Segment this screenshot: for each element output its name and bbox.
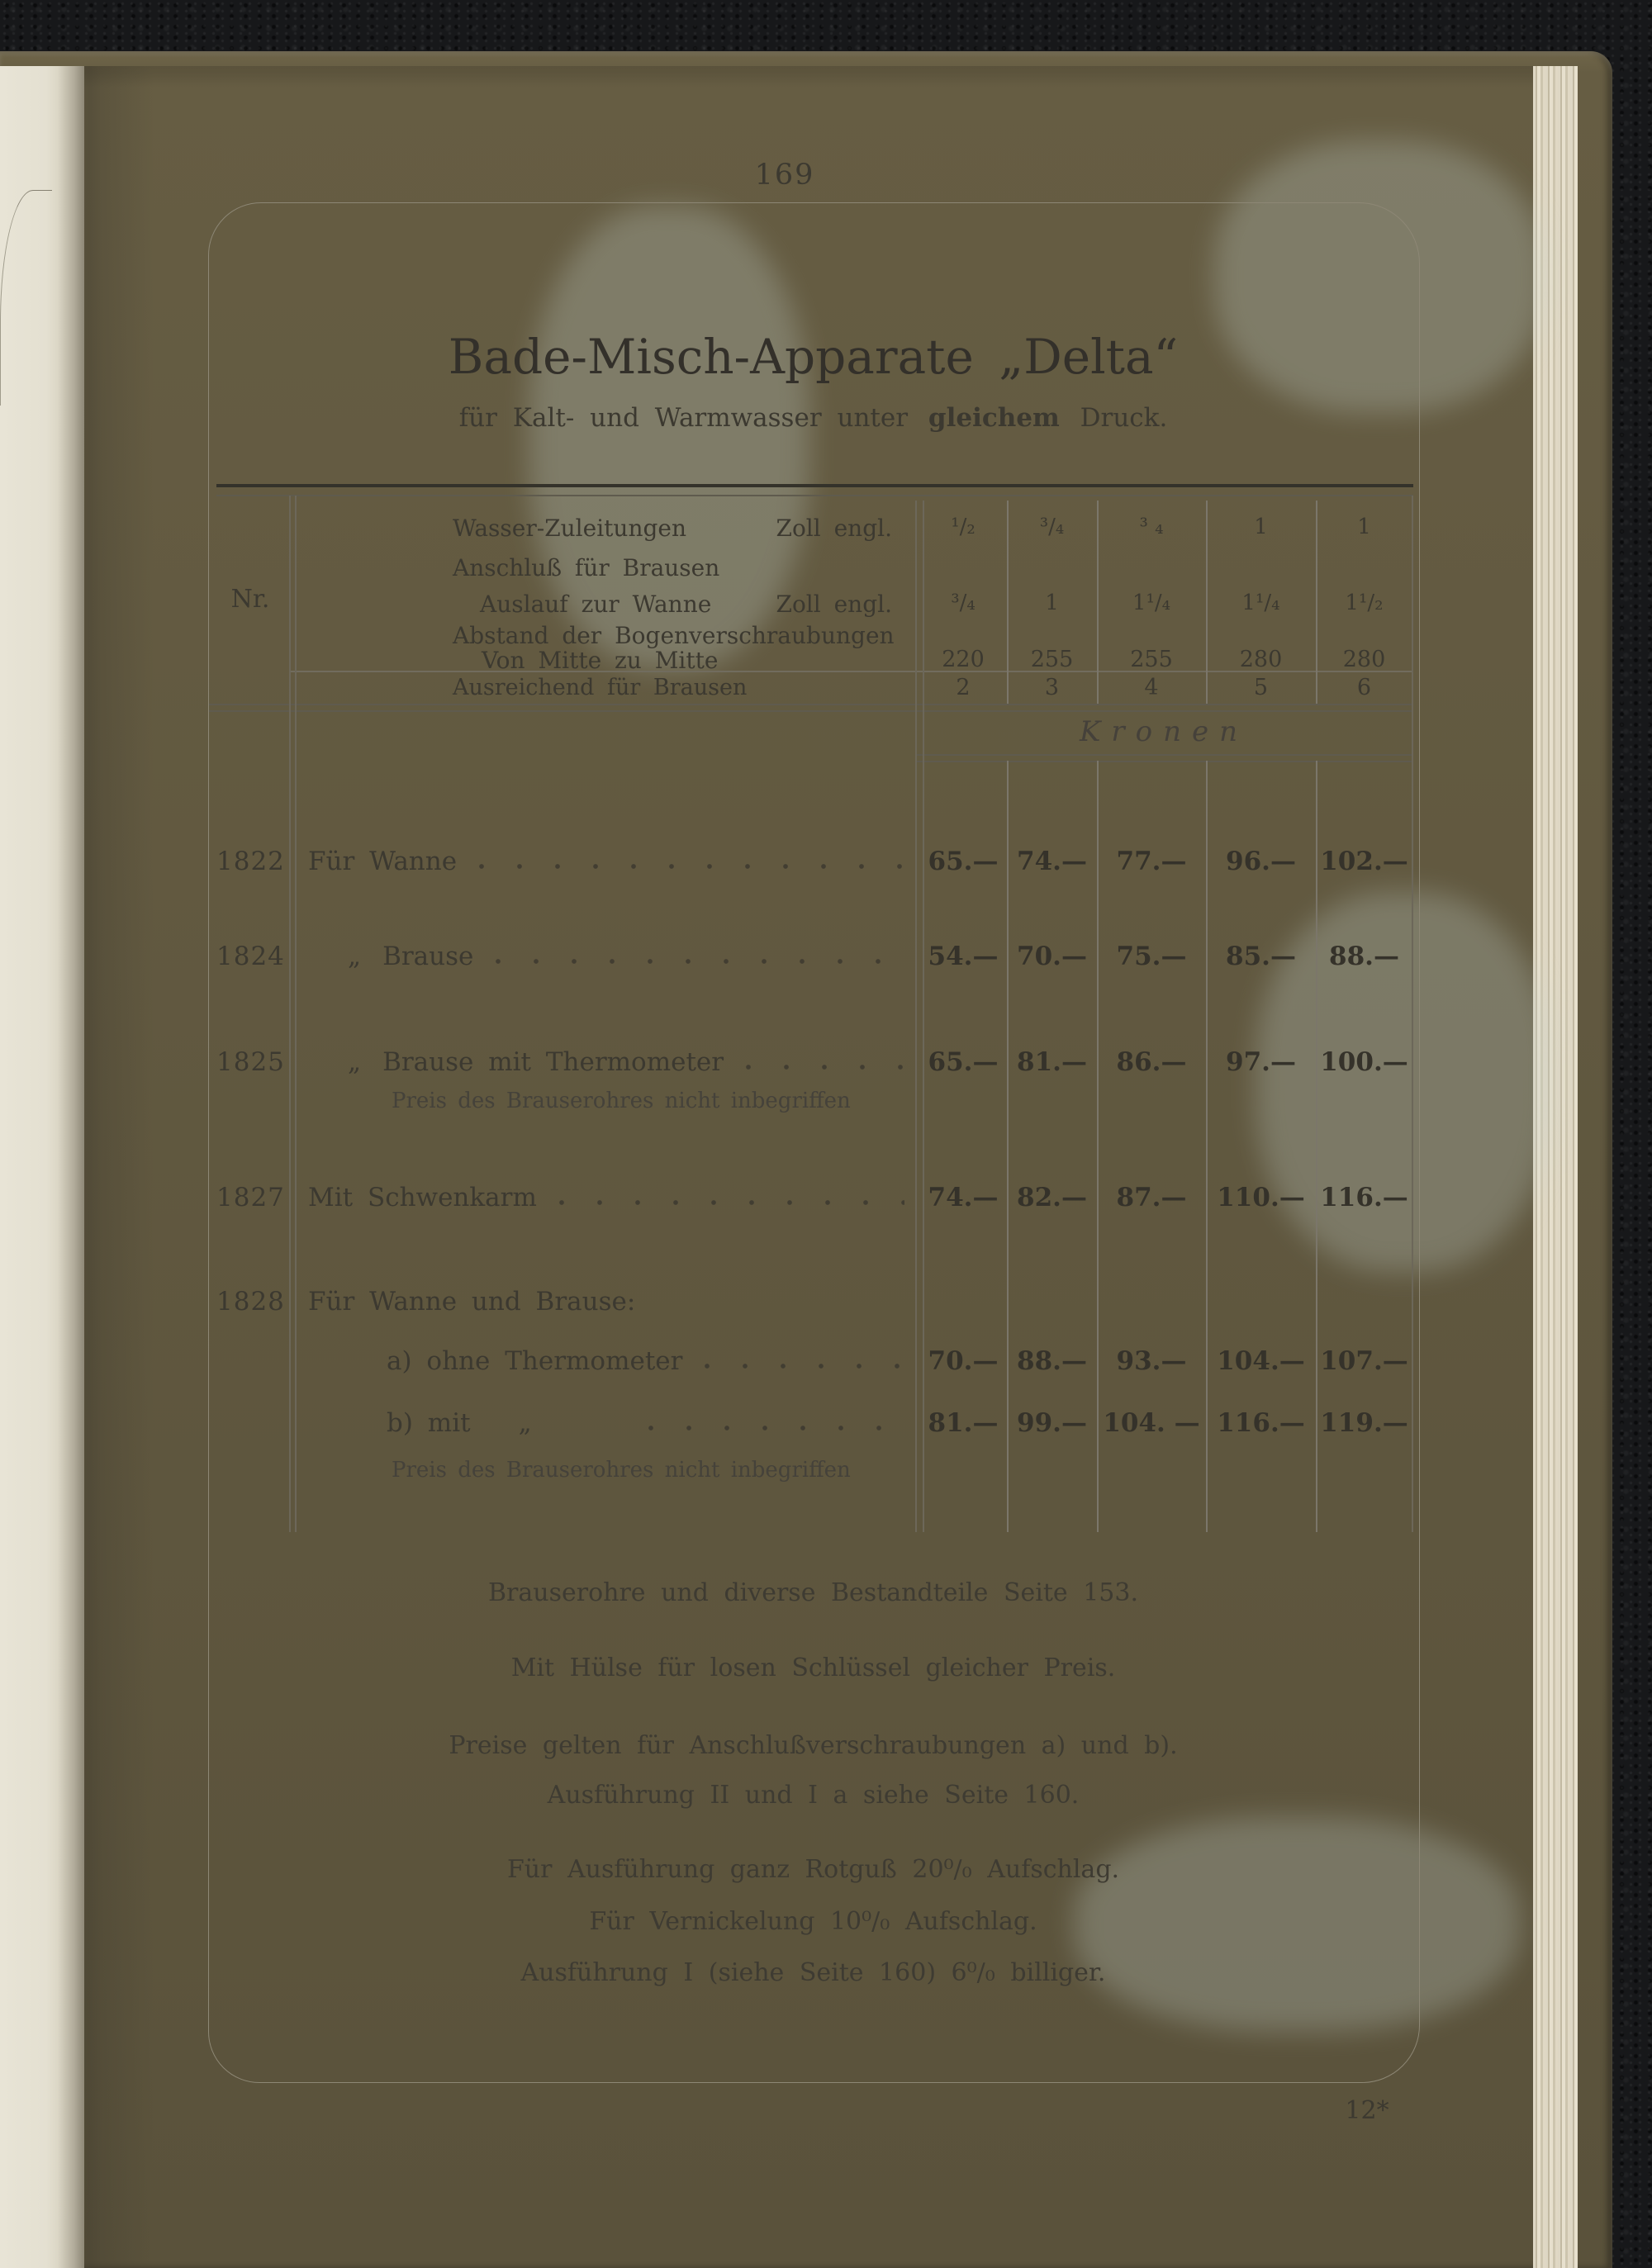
- capacity-value: 2: [956, 675, 971, 700]
- price-cell: 104.—: [1217, 1346, 1305, 1376]
- article-number: 1825: [216, 1047, 285, 1077]
- table-rule-top-thick: [216, 484, 1413, 487]
- description-text: a) ohne Thermometer: [387, 1346, 683, 1376]
- price-cell: 88.—: [1329, 942, 1399, 971]
- capacity-value: 3: [1044, 675, 1060, 700]
- catalog-title: Bade-Misch-Apparate „Delta“: [448, 329, 1179, 385]
- price-cell: 116.—: [1320, 1183, 1408, 1212]
- price-cell: 99.—: [1017, 1408, 1087, 1438]
- spec-unit-1: Zoll engl.: [776, 515, 892, 542]
- price-row: [919, 847, 1412, 876]
- price-cell: 77.—: [1116, 847, 1187, 876]
- spec-values-row-1: [919, 515, 1412, 539]
- price-cell: 74.—: [1017, 847, 1087, 876]
- table-rule-top-thin: [216, 495, 1413, 496]
- dot-leader: [745, 1064, 904, 1071]
- ditto-mark: „: [348, 942, 362, 971]
- dot-leader: [478, 863, 904, 871]
- article-description: [308, 847, 913, 876]
- description-text: Für Wanne: [308, 847, 458, 876]
- table-rule-kronen-2: [915, 761, 1412, 762]
- price-cell: 96.—: [1226, 847, 1296, 876]
- spec-label-abstand: Abstand der Bogenverschraubungen: [453, 622, 895, 649]
- price-cell: 65.—: [928, 847, 999, 876]
- spec-values-row-2: [919, 591, 1412, 615]
- dot-leader: [648, 1425, 904, 1432]
- spec-value: ³/₄: [1039, 515, 1065, 539]
- price-cell: 54.—: [928, 942, 999, 971]
- spec-label-auslauf: Auslauf zur Wanne: [480, 591, 712, 618]
- note-line: Brauserohre und diverse Bestandteile Seite 153.: [487, 1578, 1138, 1607]
- capacity-label: Ausreichend für Brausen: [453, 675, 748, 700]
- note-line: Für Vernickelung 10⁰/₀ Aufschlag.: [589, 1907, 1037, 1936]
- price-row: [919, 1183, 1412, 1212]
- spec-value: ³ ₄: [1139, 515, 1164, 539]
- price-cell: 119.—: [1320, 1408, 1408, 1438]
- price-cell: 100.—: [1320, 1047, 1408, 1077]
- column-line-prices-left-1: [915, 501, 917, 1532]
- column-line-nr-2: [295, 496, 297, 1532]
- description-text: Mit Schwenkarm: [308, 1183, 537, 1212]
- dot-leader: [495, 958, 904, 966]
- price-cell: 107.—: [1320, 1346, 1408, 1376]
- subtitle-text-end: Druck.: [1080, 403, 1168, 433]
- price-row: [919, 1408, 1412, 1438]
- article-description: [308, 1047, 913, 1077]
- spec-value: 280: [1342, 647, 1386, 672]
- article-number: 1828: [216, 1287, 285, 1317]
- description-text: Brause: [382, 942, 474, 971]
- price-cell: 104. —: [1103, 1408, 1200, 1438]
- price-cell: 102.—: [1320, 847, 1408, 876]
- price-cell: 82.—: [1017, 1183, 1087, 1212]
- row-note: Preis des Brauserohres nicht inbegriffen: [392, 1458, 851, 1483]
- spec-value: 1¹/₄: [1241, 591, 1280, 615]
- price-cell: 97.—: [1226, 1047, 1296, 1077]
- spec-value: 1¹/₄: [1132, 591, 1171, 615]
- dot-leader: [558, 1199, 904, 1207]
- description-text: Brause mit Thermometer: [382, 1047, 724, 1077]
- article-description: [308, 1183, 913, 1212]
- capacity-value: 4: [1144, 675, 1159, 700]
- price-cell: 86.—: [1116, 1047, 1187, 1077]
- note-line: Ausführung II und I a siehe Seite 160.: [547, 1781, 1080, 1810]
- spec-value: 220: [942, 647, 985, 672]
- price-row: [919, 1047, 1412, 1077]
- spec-value: 255: [1030, 647, 1074, 672]
- catalog-subtitle: [208, 403, 1418, 434]
- spec-value: ¹/₂: [951, 515, 976, 539]
- subtitle-text: für Kalt- und Warmwasser unter: [458, 403, 909, 433]
- spec-label-zuleitungen: Wasser-Zuleitungen: [453, 515, 687, 542]
- price-cell: 75.—: [1116, 942, 1187, 971]
- article-number: 1827: [216, 1183, 285, 1212]
- price-cell: 81.—: [928, 1408, 999, 1438]
- dot-leader: [704, 1363, 904, 1370]
- row-note: Preis des Brauserohres nicht inbegriffen: [392, 1089, 851, 1113]
- capacity-values: [919, 675, 1412, 700]
- column-header-nr: Nr.: [230, 585, 270, 614]
- table-rule-header-bottom-1: [209, 704, 1412, 705]
- spec-value: 1: [1045, 591, 1059, 615]
- currency-header: Kronen: [1079, 715, 1249, 748]
- description-text: Für Wanne und Brause:: [308, 1287, 636, 1317]
- note-line: Preise gelten für Anschlußverschraubungen a) und b).: [449, 1731, 1178, 1760]
- note-line: Für Ausführung ganz Rotguß 20⁰/₀ Aufschlag.: [506, 1855, 1120, 1884]
- spec-label-mitte: Von Mitte zu Mitte: [482, 647, 719, 674]
- gutter-shadow: [58, 66, 154, 2268]
- price-cell: 74.—: [928, 1183, 999, 1212]
- article-description: [308, 1287, 913, 1317]
- ditto-mark: „: [518, 1408, 532, 1438]
- subtitle-bold-word: gleichem: [928, 403, 1060, 433]
- capacity-value: 6: [1356, 675, 1372, 700]
- description-text: b) mit: [387, 1408, 471, 1438]
- signature-mark: 12*: [1345, 2096, 1389, 2125]
- page-number: 169: [754, 159, 815, 192]
- spec-values-row-3: [919, 647, 1412, 672]
- table-rule-header-bottom-2: [209, 710, 1412, 712]
- price-cell: 65.—: [928, 1047, 999, 1077]
- column-line-nr-1: [289, 496, 291, 1532]
- ditto-mark: „: [348, 1047, 362, 1077]
- spec-label-anschluss: Anschluß für Brausen: [453, 554, 720, 581]
- price-cell: 88.—: [1017, 1346, 1087, 1376]
- spec-value: 1: [1357, 515, 1371, 539]
- price-cell: 70.—: [1017, 942, 1087, 971]
- spec-value: ³/₄: [951, 591, 976, 615]
- article-subrow-a: [387, 1346, 913, 1376]
- article-number: 1822: [216, 847, 285, 876]
- price-cell: 81.—: [1017, 1047, 1087, 1077]
- price-row: [919, 942, 1412, 971]
- article-subrow-b: [387, 1408, 913, 1438]
- article-number: 1824: [216, 942, 285, 971]
- note-line: Ausführung I (siehe Seite 160) 6⁰/₀ billiger.: [520, 1958, 1106, 1987]
- spec-value: 280: [1239, 647, 1283, 672]
- price-cell: 70.—: [928, 1346, 999, 1376]
- price-cell: 93.—: [1116, 1346, 1187, 1376]
- spec-unit-2: Zoll engl.: [776, 591, 892, 618]
- page-top-shadow: [84, 66, 1533, 88]
- price-cell: 116.—: [1217, 1408, 1305, 1438]
- note-line: Mit Hülse für losen Schlüssel gleicher Preis.: [510, 1654, 1116, 1682]
- spec-value: 1: [1254, 515, 1268, 539]
- article-description: [308, 942, 913, 971]
- price-cell: 110.—: [1217, 1183, 1305, 1212]
- price-cell: 85.—: [1226, 942, 1296, 971]
- spec-value: 1¹/₂: [1345, 591, 1384, 615]
- spec-value: 255: [1130, 647, 1173, 672]
- price-cell: 87.—: [1116, 1183, 1187, 1212]
- capacity-value: 5: [1253, 675, 1269, 700]
- table-rule-kronen-1: [915, 754, 1412, 756]
- price-row: [919, 1346, 1412, 1376]
